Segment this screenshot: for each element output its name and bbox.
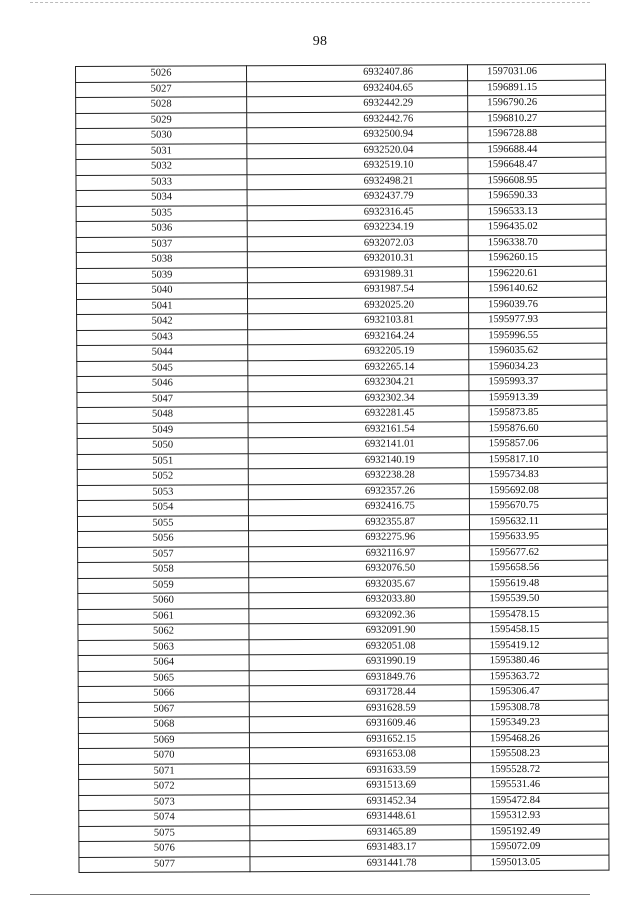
- point-number-cell: 5027: [76, 81, 247, 97]
- y-coordinate-cell: 1595363.72: [470, 669, 608, 685]
- table-row: [76, 157, 606, 175]
- point-number-cell: 5048: [77, 407, 248, 423]
- point-number-cell: 5029: [76, 112, 247, 128]
- y-coordinate-cell: 1595478.15: [470, 607, 608, 623]
- x-coordinate-cell: 6932010.31: [247, 251, 468, 267]
- y-coordinate-cell: 1596338.70: [468, 235, 606, 251]
- y-coordinate-cell: 1595993.37: [469, 374, 607, 390]
- x-coordinate-cell: 6932519.10: [247, 158, 468, 174]
- table-row: [77, 374, 607, 392]
- x-coordinate-cell: 6932500.94: [247, 127, 468, 143]
- point-number-cell: 5039: [76, 267, 247, 283]
- table-row: [77, 483, 607, 501]
- y-coordinate-cell: 1595670.75: [469, 498, 607, 514]
- y-coordinate-cell: 1595734.83: [469, 467, 607, 483]
- point-number-cell: 5046: [77, 376, 248, 392]
- x-coordinate-cell: 6931465.89: [250, 824, 471, 840]
- y-coordinate-cell: 1596790.26: [468, 95, 606, 111]
- x-coordinate-cell: 6932035.67: [249, 576, 470, 592]
- y-coordinate-cell: 1595632.11: [469, 514, 607, 530]
- x-coordinate-cell: 6932033.80: [249, 592, 470, 608]
- point-number-cell: 5049: [77, 422, 248, 438]
- table-row: [78, 746, 608, 764]
- point-number-cell: 5065: [78, 670, 249, 686]
- x-coordinate-cell: 6932357.26: [248, 483, 469, 499]
- x-coordinate-cell: 6932076.50: [249, 561, 470, 577]
- table-row: [76, 281, 606, 299]
- x-coordinate-cell: 6932103.81: [248, 313, 469, 329]
- table-row: [77, 297, 607, 315]
- table-row: [76, 64, 606, 82]
- y-coordinate-cell: 1595013.05: [471, 855, 609, 871]
- x-coordinate-cell: 6932025.20: [248, 297, 469, 313]
- x-coordinate-cell: 6932164.24: [248, 328, 469, 344]
- y-coordinate-cell: 1595913.39: [469, 390, 607, 406]
- y-coordinate-cell: 1595308.78: [470, 700, 608, 716]
- x-coordinate-cell: 6932498.21: [247, 173, 468, 189]
- x-coordinate-cell: 6932116.97: [249, 545, 470, 561]
- x-coordinate-cell: 6932316.45: [247, 204, 468, 220]
- y-coordinate-cell: 1595419.12: [470, 638, 608, 654]
- x-coordinate-cell: 6931633.59: [250, 762, 471, 778]
- table-row: [79, 793, 609, 811]
- y-coordinate-cell: 1596891.15: [468, 80, 606, 96]
- point-number-cell: 5044: [77, 345, 248, 361]
- x-coordinate-cell: 6931452.34: [250, 793, 471, 809]
- point-number-cell: 5028: [76, 97, 247, 113]
- y-coordinate-cell: 1596688.44: [468, 142, 606, 158]
- y-coordinate-cell: 1596648.47: [468, 157, 606, 173]
- point-number-cell: 5057: [78, 546, 249, 562]
- table-row: [79, 839, 609, 857]
- point-number-cell: 5051: [77, 453, 248, 469]
- y-coordinate-cell: 1596220.61: [468, 266, 606, 282]
- table-row: [77, 343, 607, 361]
- table-row: [78, 669, 608, 687]
- table-row: [78, 529, 608, 547]
- bottom-scan-edge: [30, 894, 590, 895]
- table-row: [79, 762, 609, 780]
- point-number-cell: 5036: [76, 221, 247, 237]
- y-coordinate-cell: 1595873.85: [469, 405, 607, 421]
- table-row: [76, 250, 606, 268]
- y-coordinate-cell: 1596810.27: [468, 111, 606, 127]
- y-coordinate-cell: 1595531.46: [471, 777, 609, 793]
- x-coordinate-cell: 6932051.08: [249, 638, 470, 654]
- x-coordinate-cell: 6931728.44: [249, 685, 470, 701]
- point-number-cell: 5042: [77, 314, 248, 330]
- y-coordinate-cell: 1595977.93: [469, 312, 607, 328]
- point-number-cell: 5072: [79, 779, 250, 795]
- y-coordinate-cell: 1596034.23: [469, 359, 607, 375]
- point-number-cell: 5045: [77, 360, 248, 376]
- x-coordinate-cell: 6932091.90: [249, 623, 470, 639]
- table-row: [76, 188, 606, 206]
- table-row: [77, 452, 607, 470]
- x-coordinate-cell: 6932141.01: [248, 437, 469, 453]
- point-number-cell: 5077: [79, 856, 250, 872]
- point-number-cell: 5062: [78, 624, 249, 640]
- y-coordinate-cell: 1596260.15: [468, 250, 606, 266]
- y-coordinate-cell: 1595677.62: [470, 545, 608, 561]
- point-number-cell: 5059: [78, 577, 249, 593]
- table-row: [78, 653, 608, 671]
- point-number-cell: 5043: [77, 329, 248, 345]
- x-coordinate-cell: 6931989.31: [247, 266, 468, 282]
- table-row: [78, 638, 608, 656]
- x-coordinate-cell: 6932355.87: [248, 514, 469, 530]
- point-number-cell: 5070: [78, 748, 249, 764]
- y-coordinate-cell: 1595876.60: [469, 421, 607, 437]
- x-coordinate-cell: 6932140.19: [248, 452, 469, 468]
- table-row: [77, 390, 607, 408]
- y-coordinate-cell: 1596035.62: [469, 343, 607, 359]
- y-coordinate-cell: 1595312.93: [471, 808, 609, 824]
- table-row: [78, 715, 608, 733]
- y-coordinate-cell: 1595996.55: [469, 328, 607, 344]
- y-coordinate-cell: 1596435.02: [468, 219, 606, 235]
- point-number-cell: 5056: [78, 531, 249, 547]
- y-coordinate-cell: 1595468.26: [470, 731, 608, 747]
- x-coordinate-cell: 6932442.76: [247, 111, 468, 127]
- x-coordinate-cell: 6932404.65: [247, 80, 468, 96]
- point-number-cell: 5052: [77, 469, 248, 485]
- table-row: [78, 622, 608, 640]
- y-coordinate-cell: 1595458.15: [470, 622, 608, 638]
- table-row: [77, 498, 607, 516]
- table-row: [78, 607, 608, 625]
- table-row: [77, 328, 607, 346]
- point-number-cell: 5041: [77, 298, 248, 314]
- x-coordinate-cell: 6932407.86: [247, 65, 468, 81]
- y-coordinate-cell: 1595192.49: [471, 824, 609, 840]
- y-coordinate-cell: 1596039.76: [469, 297, 607, 313]
- point-number-cell: 5075: [79, 825, 250, 841]
- x-coordinate-cell: 6932416.75: [248, 499, 469, 515]
- x-coordinate-cell: 6932442.29: [247, 96, 468, 112]
- point-number-cell: 5038: [76, 252, 247, 268]
- table-row: [76, 219, 606, 237]
- point-number-cell: 5031: [76, 143, 247, 159]
- y-coordinate-cell: 1595072.09: [471, 839, 609, 855]
- table-row: [77, 405, 607, 423]
- point-number-cell: 5026: [76, 66, 247, 82]
- point-number-cell: 5054: [77, 500, 248, 516]
- point-number-cell: 5050: [77, 438, 248, 454]
- y-coordinate-cell: 1595817.10: [469, 452, 607, 468]
- x-coordinate-cell: 6931448.61: [250, 809, 471, 825]
- x-coordinate-cell: 6931513.69: [250, 778, 471, 794]
- point-number-cell: 5030: [76, 128, 247, 144]
- table-row: [78, 576, 608, 594]
- table-row: [76, 266, 606, 284]
- table-row: [76, 173, 606, 191]
- x-coordinate-cell: 6932281.45: [248, 406, 469, 422]
- y-coordinate-cell: 1595306.47: [470, 684, 608, 700]
- point-number-cell: 5040: [76, 283, 247, 299]
- table-row: [76, 126, 606, 144]
- y-coordinate-cell: 1595528.72: [471, 762, 609, 778]
- coordinates-table-body: [76, 64, 610, 872]
- table-row: [78, 700, 608, 718]
- y-coordinate-cell: 1596533.13: [468, 204, 606, 220]
- point-number-cell: 5035: [76, 205, 247, 221]
- point-number-cell: 5058: [78, 562, 249, 578]
- x-coordinate-cell: 6931609.46: [249, 716, 470, 732]
- x-coordinate-cell: 6932072.03: [247, 235, 468, 251]
- point-number-cell: 5032: [76, 159, 247, 175]
- x-coordinate-cell: 6932302.34: [248, 390, 469, 406]
- x-coordinate-cell: 6932205.19: [248, 344, 469, 360]
- y-coordinate-cell: 1595472.84: [471, 793, 609, 809]
- table-row: [78, 684, 608, 702]
- x-coordinate-cell: 6932265.14: [248, 359, 469, 375]
- x-coordinate-cell: 6931652.15: [249, 731, 470, 747]
- table-row: [78, 560, 608, 578]
- table-row: [77, 421, 607, 439]
- x-coordinate-cell: 6932520.04: [247, 142, 468, 158]
- table-row: [78, 591, 608, 609]
- x-coordinate-cell: 6931483.17: [250, 840, 471, 856]
- table-row: [76, 80, 606, 98]
- x-coordinate-cell: 6931990.19: [249, 654, 470, 670]
- table-row: [77, 514, 607, 532]
- table-row: [77, 467, 607, 485]
- point-number-cell: 5067: [78, 701, 249, 717]
- point-number-cell: 5033: [76, 174, 247, 190]
- x-coordinate-cell: 6931628.59: [249, 700, 470, 716]
- x-coordinate-cell: 6932238.28: [248, 468, 469, 484]
- table-row: [78, 545, 608, 563]
- x-coordinate-cell: 6931849.76: [249, 669, 470, 685]
- point-number-cell: 5060: [78, 593, 249, 609]
- point-number-cell: 5034: [76, 190, 247, 206]
- table-row: [79, 808, 609, 826]
- table-row: [77, 436, 607, 454]
- y-coordinate-cell: 1595508.23: [470, 746, 608, 762]
- x-coordinate-cell: 6931987.54: [247, 282, 468, 298]
- point-number-cell: 5053: [77, 484, 248, 500]
- table-row: [78, 731, 608, 749]
- x-coordinate-cell: 6932304.21: [248, 375, 469, 391]
- coordinates-table: [75, 64, 610, 873]
- table-row: [77, 312, 607, 330]
- top-scan-edge: [30, 2, 590, 3]
- y-coordinate-cell: 1596140.62: [468, 281, 606, 297]
- y-coordinate-cell: 1596608.95: [468, 173, 606, 189]
- point-number-cell: 5073: [79, 794, 250, 810]
- x-coordinate-cell: 6932234.19: [247, 220, 468, 236]
- point-number-cell: 5047: [77, 391, 248, 407]
- y-coordinate-cell: 1595658.56: [470, 560, 608, 576]
- table-row: [79, 824, 609, 842]
- point-number-cell: 5055: [77, 515, 248, 531]
- point-number-cell: 5066: [78, 686, 249, 702]
- x-coordinate-cell: 6932437.79: [247, 189, 468, 205]
- y-coordinate-cell: 1595380.46: [470, 653, 608, 669]
- y-coordinate-cell: 1595692.08: [469, 483, 607, 499]
- y-coordinate-cell: 1597031.06: [467, 64, 605, 80]
- point-number-cell: 5068: [78, 717, 249, 733]
- y-coordinate-cell: 1595857.06: [469, 436, 607, 452]
- y-coordinate-cell: 1595349.23: [470, 715, 608, 731]
- point-number-cell: 5061: [78, 608, 249, 624]
- table-row: [76, 95, 606, 113]
- table-row: [76, 204, 606, 222]
- y-coordinate-cell: 1595633.95: [470, 529, 608, 545]
- y-coordinate-cell: 1596728.88: [468, 126, 606, 142]
- table-row: [76, 111, 606, 129]
- table-row: [76, 142, 606, 160]
- point-number-cell: 5037: [76, 236, 247, 252]
- table-row: [77, 359, 607, 377]
- y-coordinate-cell: 1596590.33: [468, 188, 606, 204]
- table-row: [79, 855, 609, 873]
- x-coordinate-cell: 6932161.54: [248, 421, 469, 437]
- x-coordinate-cell: 6931441.78: [250, 855, 471, 871]
- point-number-cell: 5074: [79, 810, 250, 826]
- point-number-cell: 5076: [79, 841, 250, 857]
- x-coordinate-cell: 6932092.36: [249, 607, 470, 623]
- point-number-cell: 5071: [79, 763, 250, 779]
- table-row: [76, 235, 606, 253]
- x-coordinate-cell: 6932275.96: [249, 530, 470, 546]
- point-number-cell: 5069: [78, 732, 249, 748]
- x-coordinate-cell: 6931653.08: [249, 747, 470, 763]
- y-coordinate-cell: 1595539.50: [470, 591, 608, 607]
- point-number-cell: 5064: [78, 655, 249, 671]
- point-number-cell: 5063: [78, 639, 249, 655]
- y-coordinate-cell: 1595619.48: [470, 576, 608, 592]
- page-number: 98: [312, 34, 328, 49]
- table-row: [79, 777, 609, 795]
